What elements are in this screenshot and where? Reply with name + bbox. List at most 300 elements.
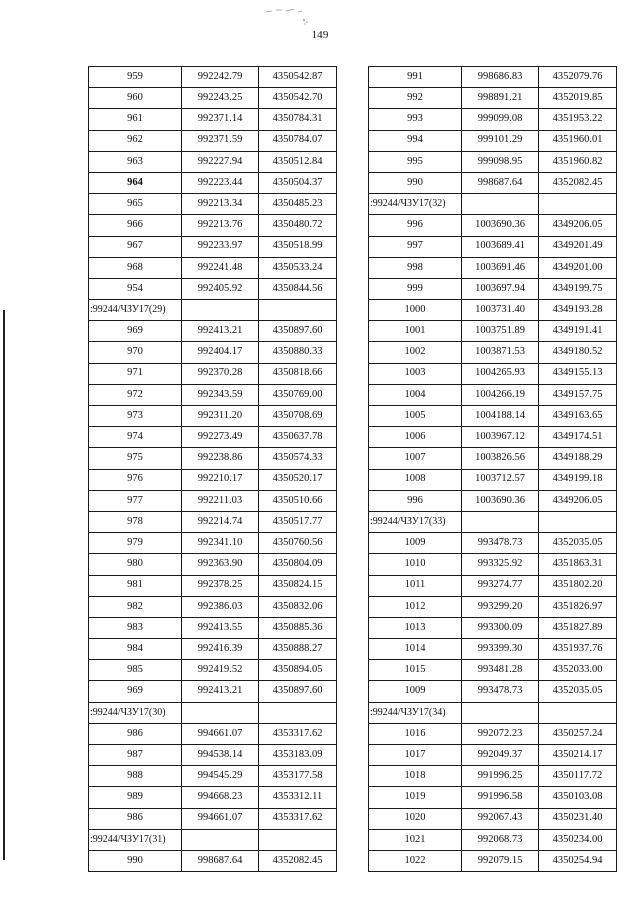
x-coordinate-cell [462, 511, 539, 532]
table-row [369, 766, 617, 787]
point-number-cell: 976 [89, 469, 182, 490]
y-coordinate-cell: 4350885.36 [259, 617, 337, 638]
table-row [369, 850, 617, 871]
point-number-cell: 965 [89, 194, 182, 215]
point-number-cell: 998 [369, 257, 462, 278]
parcel-label-cell: :99244/ЧЗУ17(33) [369, 511, 462, 532]
x-coordinate-cell: 992210.17 [182, 469, 259, 490]
x-coordinate-cell: 992273.49 [182, 427, 259, 448]
y-coordinate-cell: 4350824.15 [259, 575, 337, 596]
y-coordinate-cell: 4349193.28 [539, 300, 617, 321]
x-coordinate-cell: 1003690.36 [462, 215, 539, 236]
x-coordinate-cell: 1003751.89 [462, 321, 539, 342]
x-coordinate-cell: 992413.21 [182, 681, 259, 702]
point-number-cell: 1015 [369, 660, 462, 681]
coordinates-table-right [368, 66, 617, 872]
table-row [89, 469, 337, 490]
table-row [89, 427, 337, 448]
y-coordinate-cell [539, 194, 617, 215]
table-row [89, 723, 337, 744]
x-coordinate-cell: 1004188.14 [462, 406, 539, 427]
x-coordinate-cell: 993299.20 [462, 596, 539, 617]
x-coordinate-cell: 992211.03 [182, 490, 259, 511]
table-row [89, 808, 337, 829]
x-coordinate-cell: 992067.43 [462, 808, 539, 829]
point-number-cell: 1008 [369, 469, 462, 490]
point-number-cell: 1014 [369, 639, 462, 660]
point-number-cell: 982 [89, 596, 182, 617]
x-coordinate-cell: 992343.59 [182, 384, 259, 405]
table-row [369, 427, 617, 448]
parcel-header-row [89, 300, 337, 321]
table-row [369, 278, 617, 299]
table-row [369, 808, 617, 829]
scan-edge-bar [3, 310, 5, 860]
y-coordinate-cell: 4350231.40 [539, 808, 617, 829]
point-number-cell: 1018 [369, 766, 462, 787]
table-row [89, 194, 337, 215]
table-row [369, 363, 617, 384]
point-number-cell: 1013 [369, 617, 462, 638]
table-row [369, 596, 617, 617]
x-coordinate-cell: 993478.73 [462, 681, 539, 702]
point-number-cell: 986 [89, 808, 182, 829]
y-coordinate-cell: 4352082.45 [539, 172, 617, 193]
y-coordinate-cell: 4350504.37 [259, 172, 337, 193]
table-row [369, 384, 617, 405]
point-number-cell: 981 [89, 575, 182, 596]
parcel-header-row [369, 702, 617, 723]
table-row [369, 215, 617, 236]
x-coordinate-cell: 992311.20 [182, 406, 259, 427]
x-coordinate-cell: 999099.08 [462, 109, 539, 130]
x-coordinate-cell [182, 300, 259, 321]
parcel-header-row [369, 511, 617, 532]
table-row [89, 681, 337, 702]
x-coordinate-cell: 992233.97 [182, 236, 259, 257]
point-number-cell: 983 [89, 617, 182, 638]
y-coordinate-cell: 4349201.00 [539, 257, 617, 278]
y-coordinate-cell: 4350818.66 [259, 363, 337, 384]
table-row [89, 766, 337, 787]
x-coordinate-cell: 992068.73 [462, 829, 539, 850]
y-coordinate-cell: 4350804.09 [259, 554, 337, 575]
y-coordinate-cell: 4350832.06 [259, 596, 337, 617]
y-coordinate-cell: 4350760.56 [259, 533, 337, 554]
y-coordinate-cell: 4353317.62 [259, 808, 337, 829]
y-coordinate-cell: 4349163.65 [539, 406, 617, 427]
point-number-cell: 991 [369, 67, 462, 88]
y-coordinate-cell [539, 511, 617, 532]
x-coordinate-cell: 992413.21 [182, 321, 259, 342]
point-number-cell: 989 [89, 787, 182, 808]
x-coordinate-cell: 1003691.46 [462, 257, 539, 278]
table-row [89, 850, 337, 871]
table-row [89, 596, 337, 617]
x-coordinate-cell: 992242.79 [182, 67, 259, 88]
x-coordinate-cell: 1003731.40 [462, 300, 539, 321]
table-row [369, 67, 617, 88]
x-coordinate-cell: 994661.07 [182, 723, 259, 744]
x-coordinate-cell: 992213.76 [182, 215, 259, 236]
parcel-label-cell: :99244/ЧЗУ17(34) [369, 702, 462, 723]
y-coordinate-cell: 4351863.31 [539, 554, 617, 575]
x-coordinate-cell: 992370.28 [182, 363, 259, 384]
table-row [369, 617, 617, 638]
y-coordinate-cell: 4350257.24 [539, 723, 617, 744]
y-coordinate-cell: 4350517.77 [259, 511, 337, 532]
y-coordinate-cell: 4350894.05 [259, 660, 337, 681]
x-coordinate-cell: 992405.92 [182, 278, 259, 299]
table-row [369, 236, 617, 257]
x-coordinate-cell: 992213.34 [182, 194, 259, 215]
y-coordinate-cell: 4353317.62 [259, 723, 337, 744]
coordinates-table-right-body [369, 67, 617, 872]
point-number-cell: 966 [89, 215, 182, 236]
table-row [89, 363, 337, 384]
y-coordinate-cell: 4349180.52 [539, 342, 617, 363]
coordinates-table-left-body [89, 67, 337, 872]
x-coordinate-cell: 998891.21 [462, 88, 539, 109]
table-row [369, 490, 617, 511]
table-row [89, 639, 337, 660]
table-row [89, 109, 337, 130]
scan-artifact-marks [258, 4, 318, 26]
point-number-cell: 990 [369, 172, 462, 193]
x-coordinate-cell: 992243.25 [182, 88, 259, 109]
table-row [369, 681, 617, 702]
y-coordinate-cell: 4350234.00 [539, 829, 617, 850]
y-coordinate-cell: 4350897.60 [259, 321, 337, 342]
table-row [369, 639, 617, 660]
x-coordinate-cell: 993325.92 [462, 554, 539, 575]
x-coordinate-cell: 992378.25 [182, 575, 259, 596]
page-number: 149 [311, 29, 329, 41]
y-coordinate-cell: 4349155.13 [539, 363, 617, 384]
x-coordinate-cell: 994538.14 [182, 745, 259, 766]
table-row [369, 130, 617, 151]
table-row [369, 151, 617, 172]
y-coordinate-cell: 4353183.09 [259, 745, 337, 766]
y-coordinate-cell: 4350708.69 [259, 406, 337, 427]
table-row [369, 109, 617, 130]
x-coordinate-cell: 1003826.56 [462, 448, 539, 469]
parcel-label-cell: :99244/ЧЗУ17(31) [89, 829, 182, 850]
x-coordinate-cell: 993481.28 [462, 660, 539, 681]
y-coordinate-cell [259, 702, 337, 723]
point-number-cell: 996 [369, 215, 462, 236]
table-row [369, 300, 617, 321]
table-row [89, 406, 337, 427]
y-coordinate-cell: 4350254.94 [539, 850, 617, 871]
point-number-cell: 978 [89, 511, 182, 532]
point-number-cell: 980 [89, 554, 182, 575]
y-coordinate-cell: 4353312.11 [259, 787, 337, 808]
y-coordinate-cell: 4350520.17 [259, 469, 337, 490]
point-number-cell: 977 [89, 490, 182, 511]
y-coordinate-cell: 4351826.97 [539, 596, 617, 617]
point-number-cell: 968 [89, 257, 182, 278]
y-coordinate-cell: 4350880.33 [259, 342, 337, 363]
point-number-cell: 1019 [369, 787, 462, 808]
point-number-cell: 962 [89, 130, 182, 151]
point-number-cell: 979 [89, 533, 182, 554]
y-coordinate-cell: 4352079.76 [539, 67, 617, 88]
x-coordinate-cell: 994545.29 [182, 766, 259, 787]
x-coordinate-cell: 991996.25 [462, 766, 539, 787]
y-coordinate-cell: 4350518.99 [259, 236, 337, 257]
table-row [369, 321, 617, 342]
y-coordinate-cell: 4352035.05 [539, 681, 617, 702]
table-row [89, 490, 337, 511]
table-row [369, 554, 617, 575]
point-number-cell: 994 [369, 130, 462, 151]
x-coordinate-cell: 1004265.93 [462, 363, 539, 384]
point-number-cell: 985 [89, 660, 182, 681]
y-coordinate-cell: 4350574.33 [259, 448, 337, 469]
table-row [89, 257, 337, 278]
y-coordinate-cell: 4352035.05 [539, 533, 617, 554]
parcel-label-cell: :99244/ЧЗУ17(29) [89, 300, 182, 321]
y-coordinate-cell: 4351960.01 [539, 130, 617, 151]
table-row [89, 88, 337, 109]
point-number-cell: 1000 [369, 300, 462, 321]
table-row [89, 745, 337, 766]
y-coordinate-cell: 4350214.17 [539, 745, 617, 766]
table-row [89, 278, 337, 299]
point-number-cell: 1005 [369, 406, 462, 427]
table-row [369, 88, 617, 109]
point-number-cell: 1002 [369, 342, 462, 363]
point-number-cell: 972 [89, 384, 182, 405]
x-coordinate-cell: 992072.23 [462, 723, 539, 744]
table-row [369, 533, 617, 554]
x-coordinate-cell: 1003967.12 [462, 427, 539, 448]
y-coordinate-cell: 4350117.72 [539, 766, 617, 787]
point-number-cell: 990 [89, 850, 182, 871]
parcel-label-cell: :99244/ЧЗУ17(32) [369, 194, 462, 215]
table-row [89, 533, 337, 554]
y-coordinate-cell [539, 702, 617, 723]
point-number-cell: 986 [89, 723, 182, 744]
y-coordinate-cell: 4350637.78 [259, 427, 337, 448]
x-coordinate-cell [182, 829, 259, 850]
point-number-cell: 987 [89, 745, 182, 766]
point-number-cell: 1003 [369, 363, 462, 384]
y-coordinate-cell: 4349188.29 [539, 448, 617, 469]
table-row [89, 384, 337, 405]
x-coordinate-cell: 992341.10 [182, 533, 259, 554]
y-coordinate-cell: 4351953.22 [539, 109, 617, 130]
x-coordinate-cell: 998687.64 [182, 850, 259, 871]
parcel-label-cell: :99244/ЧЗУ17(30) [89, 702, 182, 723]
x-coordinate-cell: 993478.73 [462, 533, 539, 554]
y-coordinate-cell: 4350533.24 [259, 257, 337, 278]
point-number-cell: 1016 [369, 723, 462, 744]
x-coordinate-cell: 1003690.36 [462, 490, 539, 511]
point-number-cell: 1007 [369, 448, 462, 469]
point-number-cell: 973 [89, 406, 182, 427]
point-number-cell: 1009 [369, 681, 462, 702]
x-coordinate-cell: 993399.30 [462, 639, 539, 660]
point-number-cell: 1010 [369, 554, 462, 575]
point-number-cell: 959 [89, 67, 182, 88]
table-row [369, 829, 617, 850]
point-number-cell: 969 [89, 681, 182, 702]
x-coordinate-cell: 992079.15 [462, 850, 539, 871]
y-coordinate-cell: 4349191.41 [539, 321, 617, 342]
point-number-cell: 997 [369, 236, 462, 257]
x-coordinate-cell: 992363.90 [182, 554, 259, 575]
x-coordinate-cell: 1004266.19 [462, 384, 539, 405]
y-coordinate-cell: 4349206.05 [539, 215, 617, 236]
y-coordinate-cell: 4350485.23 [259, 194, 337, 215]
point-number-cell: 970 [89, 342, 182, 363]
table-row [89, 660, 337, 681]
y-coordinate-cell: 4350888.27 [259, 639, 337, 660]
x-coordinate-cell: 998686.83 [462, 67, 539, 88]
table-row [89, 617, 337, 638]
y-coordinate-cell: 4350784.31 [259, 109, 337, 130]
x-coordinate-cell: 992238.86 [182, 448, 259, 469]
y-coordinate-cell: 4350512.84 [259, 151, 337, 172]
x-coordinate-cell: 992419.52 [182, 660, 259, 681]
y-coordinate-cell: 4350769.00 [259, 384, 337, 405]
parcel-header-row [369, 194, 617, 215]
table-row [369, 660, 617, 681]
x-coordinate-cell: 1003697.94 [462, 278, 539, 299]
table-row [369, 257, 617, 278]
x-coordinate-cell [182, 702, 259, 723]
table-row [89, 342, 337, 363]
x-coordinate-cell: 992386.03 [182, 596, 259, 617]
x-coordinate-cell [462, 702, 539, 723]
point-number-cell: 988 [89, 766, 182, 787]
table-row [89, 321, 337, 342]
point-number-cell: 1004 [369, 384, 462, 405]
point-number-cell: 964 [89, 172, 182, 193]
table-row [89, 575, 337, 596]
point-number-cell: 1011 [369, 575, 462, 596]
point-number-cell: 1006 [369, 427, 462, 448]
y-coordinate-cell: 4349206.05 [539, 490, 617, 511]
y-coordinate-cell: 4351960.82 [539, 151, 617, 172]
x-coordinate-cell: 992227.94 [182, 151, 259, 172]
table-row [89, 67, 337, 88]
point-number-cell: 1021 [369, 829, 462, 850]
y-coordinate-cell: 4352082.45 [259, 850, 337, 871]
point-number-cell: 1001 [369, 321, 462, 342]
x-coordinate-cell [462, 194, 539, 215]
point-number-cell: 975 [89, 448, 182, 469]
parcel-header-row [89, 829, 337, 850]
x-coordinate-cell: 992049.37 [462, 745, 539, 766]
point-number-cell: 974 [89, 427, 182, 448]
table-row [89, 554, 337, 575]
point-number-cell: 993 [369, 109, 462, 130]
x-coordinate-cell: 992413.55 [182, 617, 259, 638]
y-coordinate-cell: 4350103.08 [539, 787, 617, 808]
point-number-cell: 967 [89, 236, 182, 257]
x-coordinate-cell: 1003689.41 [462, 236, 539, 257]
point-number-cell: 963 [89, 151, 182, 172]
table-row [89, 511, 337, 532]
point-number-cell: 995 [369, 151, 462, 172]
table-row [369, 448, 617, 469]
table-row [89, 787, 337, 808]
point-number-cell: 954 [89, 278, 182, 299]
x-coordinate-cell: 1003712.57 [462, 469, 539, 490]
table-row [89, 130, 337, 151]
point-number-cell: 984 [89, 639, 182, 660]
table-row [369, 723, 617, 744]
table-row [89, 151, 337, 172]
table-row [369, 469, 617, 490]
point-number-cell: 961 [89, 109, 182, 130]
y-coordinate-cell: 4350897.60 [259, 681, 337, 702]
x-coordinate-cell: 992214.74 [182, 511, 259, 532]
table-row [89, 236, 337, 257]
y-coordinate-cell: 4351827.89 [539, 617, 617, 638]
table-row [89, 215, 337, 236]
point-number-cell: 1012 [369, 596, 462, 617]
point-number-cell: 1020 [369, 808, 462, 829]
y-coordinate-cell [259, 300, 337, 321]
point-number-cell: 960 [89, 88, 182, 109]
point-number-cell: 969 [89, 321, 182, 342]
x-coordinate-cell: 992371.59 [182, 130, 259, 151]
table-row [369, 342, 617, 363]
point-number-cell: 992 [369, 88, 462, 109]
y-coordinate-cell: 4349199.18 [539, 469, 617, 490]
y-coordinate-cell: 4350510.66 [259, 490, 337, 511]
table-row [369, 787, 617, 808]
y-coordinate-cell: 4352033.00 [539, 660, 617, 681]
table-row [89, 448, 337, 469]
y-coordinate-cell: 4353177.58 [259, 766, 337, 787]
x-coordinate-cell: 993300.09 [462, 617, 539, 638]
y-coordinate-cell: 4350542.87 [259, 67, 337, 88]
coordinates-table-left [88, 66, 337, 872]
x-coordinate-cell: 992241.48 [182, 257, 259, 278]
y-coordinate-cell [259, 829, 337, 850]
x-coordinate-cell: 991996.58 [462, 787, 539, 808]
x-coordinate-cell: 992223.44 [182, 172, 259, 193]
x-coordinate-cell: 999101.29 [462, 130, 539, 151]
table-row [369, 745, 617, 766]
y-coordinate-cell: 4349201.49 [539, 236, 617, 257]
y-coordinate-cell: 4350480.72 [259, 215, 337, 236]
y-coordinate-cell: 4349174.51 [539, 427, 617, 448]
table-row [89, 172, 337, 193]
point-number-cell: 1009 [369, 533, 462, 554]
x-coordinate-cell: 1003871.53 [462, 342, 539, 363]
point-number-cell: 971 [89, 363, 182, 384]
table-row [369, 406, 617, 427]
point-number-cell: 1017 [369, 745, 462, 766]
table-row [369, 172, 617, 193]
x-coordinate-cell: 992371.14 [182, 109, 259, 130]
point-number-cell: 999 [369, 278, 462, 299]
y-coordinate-cell: 4350542.70 [259, 88, 337, 109]
y-coordinate-cell: 4349157.75 [539, 384, 617, 405]
x-coordinate-cell: 994668.23 [182, 787, 259, 808]
y-coordinate-cell: 4351937.76 [539, 639, 617, 660]
y-coordinate-cell: 4349199.75 [539, 278, 617, 299]
x-coordinate-cell: 999098.95 [462, 151, 539, 172]
x-coordinate-cell: 992416.39 [182, 639, 259, 660]
x-coordinate-cell: 993274.77 [462, 575, 539, 596]
